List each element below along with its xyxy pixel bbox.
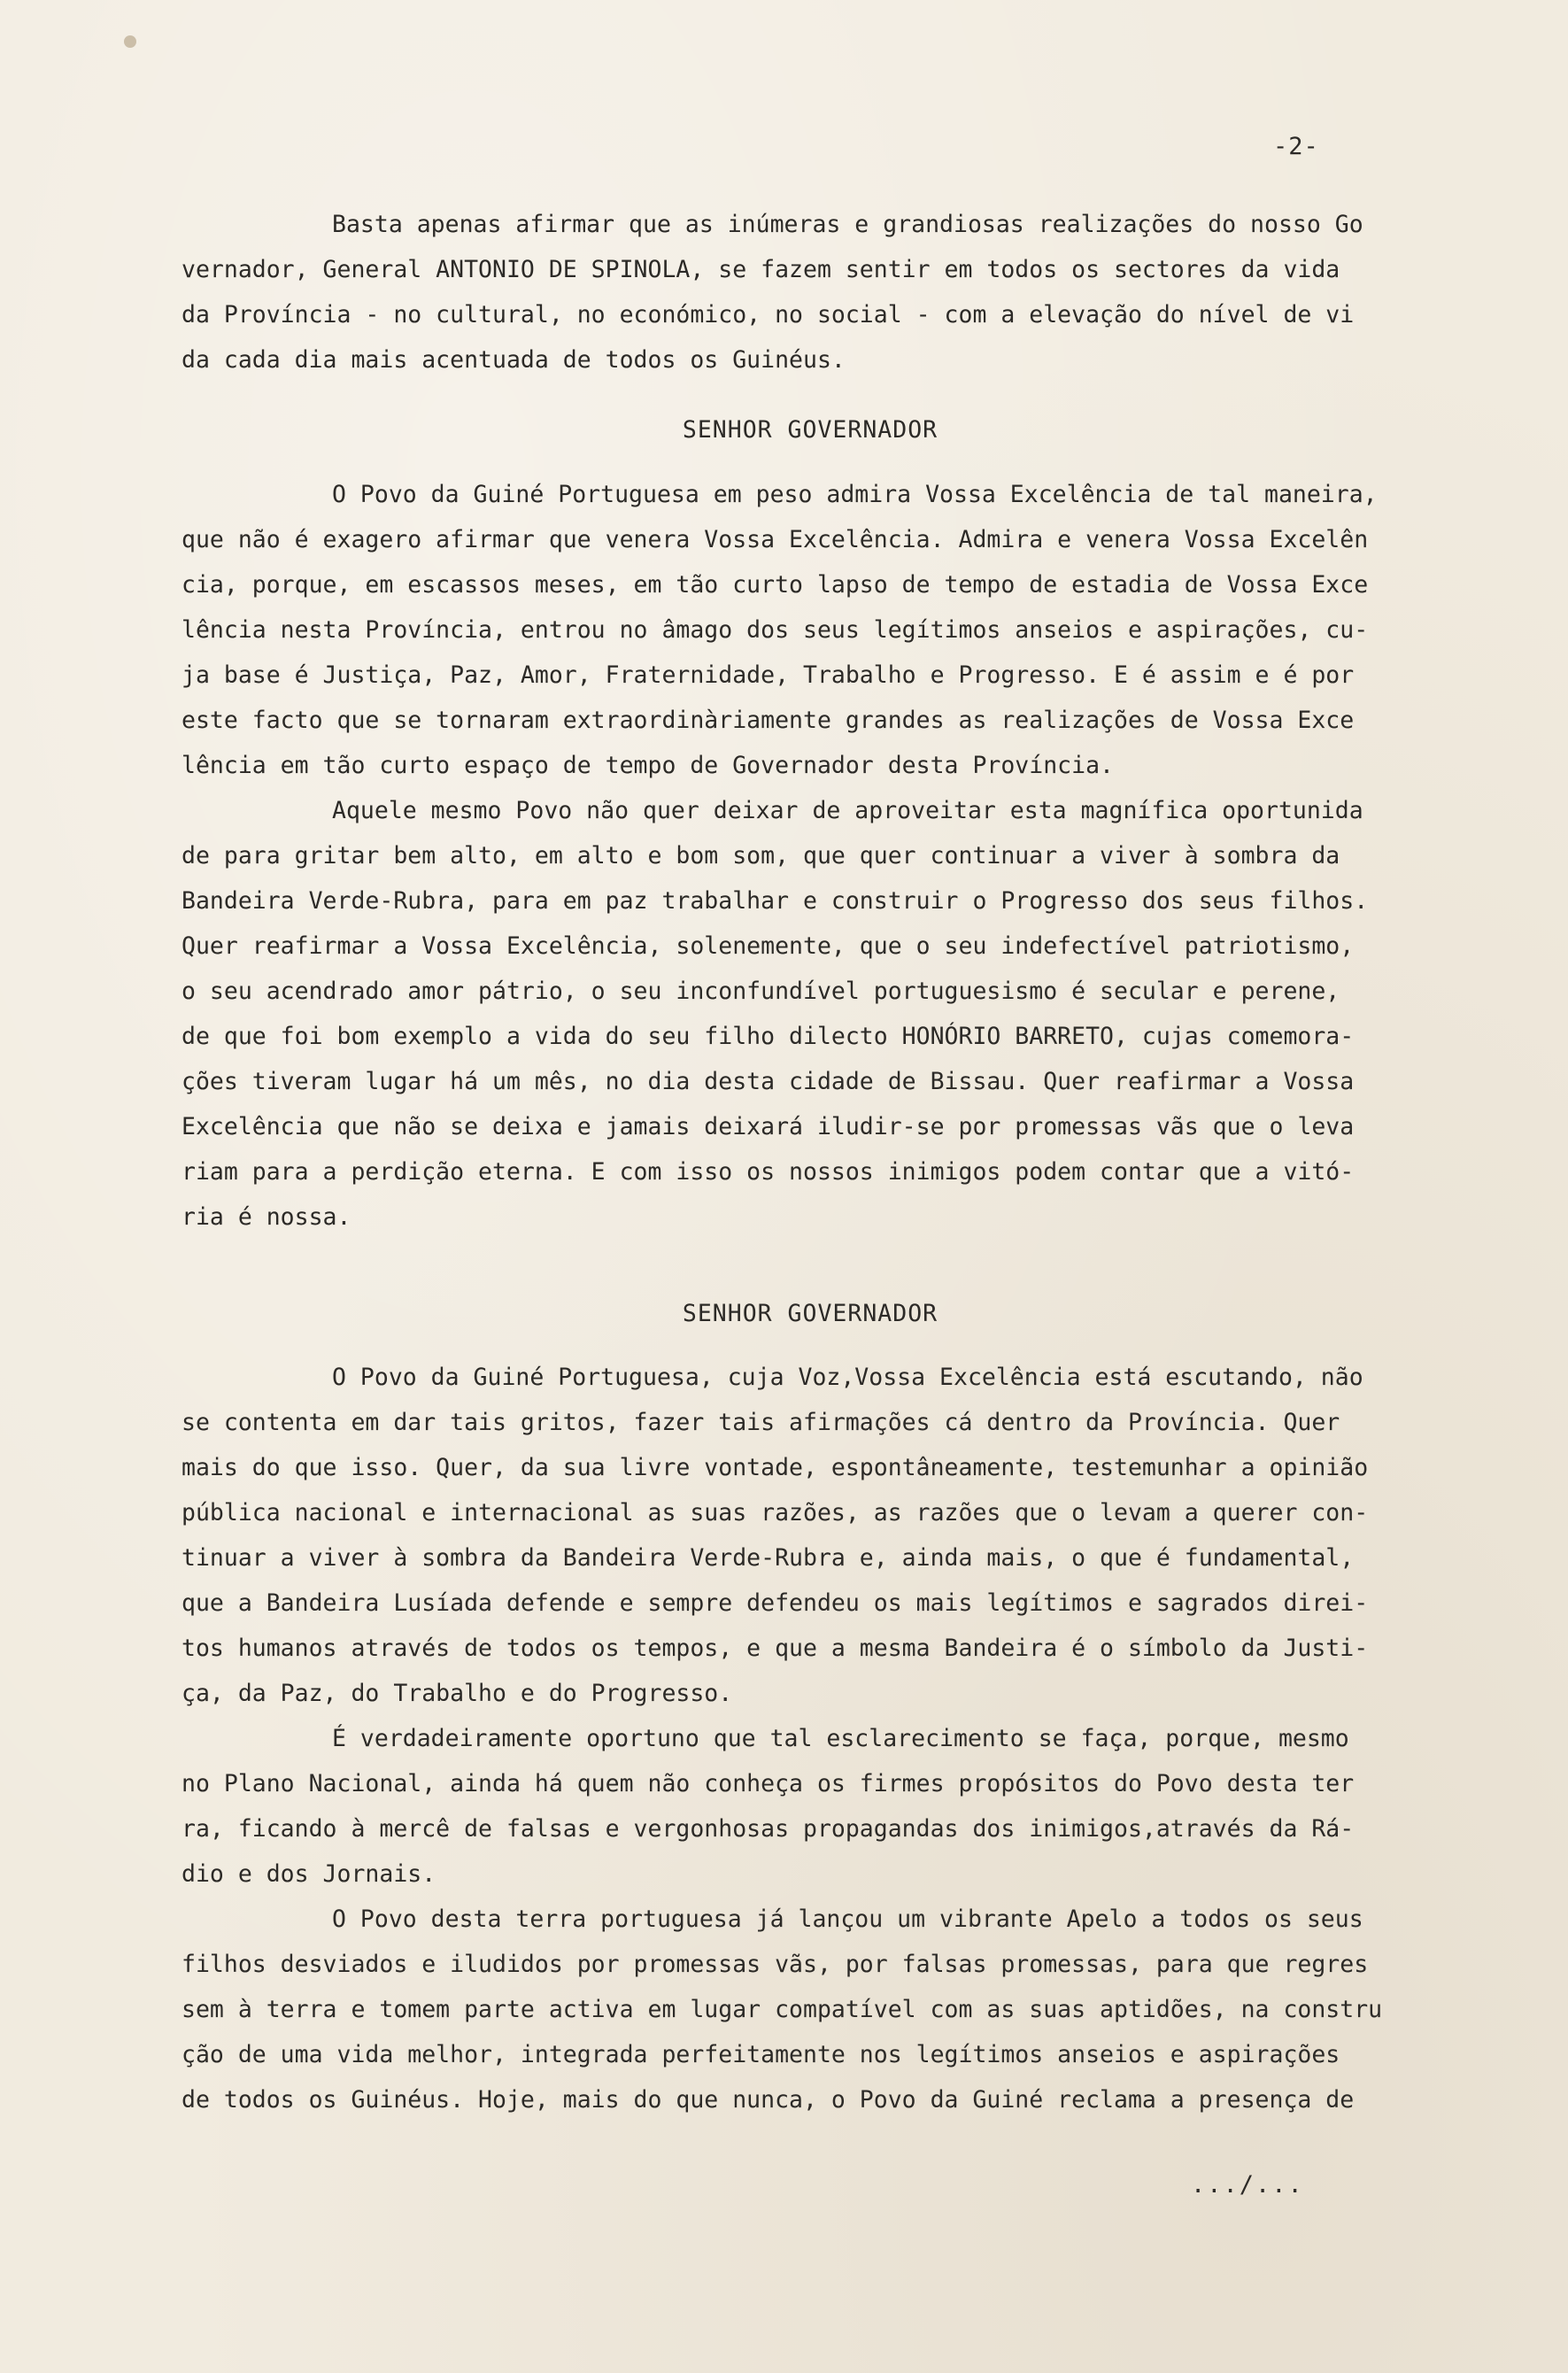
text-line: O Povo da Guiné Portuguesa, cuja Voz,Vossa Excelência está escutando, não — [332, 1364, 1363, 1391]
text-line: Bandeira Verde-Rubra, para em paz trabalhar e construir o Progresso dos seus filhos. — [182, 887, 1369, 915]
text-line: tinuar a viver à sombra da Bandeira Verde-Rubra e, ainda mais, o que é fundamental, — [182, 1544, 1355, 1572]
paragraph-4 — [182, 1355, 1368, 1716]
paragraph-5 — [182, 1716, 1354, 1897]
text-line: lência em tão curto espaço de tempo de Governador desta Província. — [182, 752, 1114, 779]
text-line: ção de uma vida melhor, integrada perfeitamente nos legítimos anseios e aspirações — [182, 2041, 1340, 2068]
paragraph-6 — [182, 1897, 1382, 2122]
text-line: tos humanos através de todos os tempos, e que a mesma Bandeira é o símbolo da Justi- — [182, 1635, 1369, 1662]
text-line: filhos desviados e iludidos por promessas vãs, por falsas promessas, para que regres — [182, 1951, 1369, 1978]
text-line: lência nesta Província, entrou no âmago dos seus legítimos anseios e aspirações, cu- — [182, 616, 1369, 644]
text-line: pública nacional e internacional as suas razões, as razões que o levam a querer con- — [182, 1499, 1369, 1527]
text-line: se contenta em dar tais gritos, fazer tais afirmações cá dentro da Província. Quer — [182, 1409, 1340, 1436]
text-line: riam para a perdição eterna. E com isso os nossos inimigos podem contar que a vitó- — [182, 1158, 1355, 1186]
text-line: da Província - no cultural, no económico, no social - com a elevação do nível de vi — [182, 301, 1355, 329]
text-line: de todos os Guinéus. Hoje, mais do que nunca, o Povo da Guiné reclama a presença de — [182, 2086, 1355, 2114]
section-heading: SENHOR GOVERNADOR — [682, 416, 938, 444]
text-line: cia, porque, em escassos meses, em tão curto lapso de tempo de estadia de Vossa Exce — [182, 571, 1369, 599]
text-line: no Plano Nacional, ainda há quem não conheça os firmes propósitos do Povo desta ter — [182, 1770, 1355, 1797]
text-line: este facto que se tornaram extraordinàriamente grandes as realizações de Vossa Exce — [182, 707, 1355, 734]
paper-stain — [124, 35, 136, 48]
text-line: de para gritar bem alto, em alto e bom som, que quer continuar a viver à sombra da — [182, 842, 1340, 870]
text-line: É verdadeiramente oportuno que tal esclarecimento se faça, porque, mesmo — [332, 1725, 1349, 1752]
page-number: -2- — [1273, 133, 1319, 160]
text-line: ções tiveram lugar há um mês, no dia desta cidade de Bissau. Quer reafirmar a Vossa — [182, 1068, 1355, 1095]
section-heading: SENHOR GOVERNADOR — [682, 1300, 938, 1327]
text-line: Quer reafirmar a Vossa Excelência, solenemente, que o seu indefectível patriotismo, — [182, 932, 1355, 960]
text-line: de que foi bom exemplo a vida do seu filho dilecto HONÓRIO BARRETO, cujas comemora- — [182, 1023, 1355, 1050]
text-line: que não é exagero afirmar que venera Vossa Excelência. Admira e venera Vossa Excelên — [182, 526, 1369, 553]
paragraph-3 — [182, 788, 1368, 1240]
text-line: o seu acendrado amor pátrio, o seu inconfundível portuguesismo é secular e perene, — [182, 978, 1340, 1005]
text-line: Aquele mesmo Povo não quer deixar de aproveitar esta magnífica oportunida — [332, 797, 1363, 824]
text-line: Basta apenas afirmar que as inúmeras e grandiosas realizações do nosso Go — [332, 211, 1363, 238]
text-line: ja base é Justiça, Paz, Amor, Fraternidade, Trabalho e Progresso. E é assim e é por — [182, 661, 1355, 689]
text-line: ria é nossa. — [182, 1203, 351, 1231]
text-line: O Povo desta terra portuguesa já lançou um vibrante Apelo a todos os seus — [332, 1905, 1363, 1933]
text-line: dio e dos Jornais. — [182, 1860, 436, 1888]
paragraph-2 — [182, 472, 1378, 788]
text-line: da cada dia mais acentuada de todos os Guinéus. — [182, 346, 846, 374]
text-line: mais do que isso. Quer, da sua livre vontade, espontâneamente, testemunhar a opinião — [182, 1454, 1369, 1481]
text-line: O Povo da Guiné Portuguesa em peso admira Vossa Excelência de tal maneira, — [332, 481, 1378, 508]
continuation-mark: .../... — [1191, 2171, 1304, 2199]
text-line: Excelência que não se deixa e jamais deixará iludir-se por promessas vãs que o leva — [182, 1113, 1355, 1140]
text-line: sem à terra e tomem parte activa em lugar compatível com as suas aptidões, na constru — [182, 1996, 1383, 2023]
paragraph-1 — [182, 202, 1363, 383]
text-line: vernador, General ANTONIO DE SPINOLA, se fazem sentir em todos os sectores da vida — [182, 256, 1340, 283]
text-line: ça, da Paz, do Trabalho e do Progresso. — [182, 1680, 733, 1707]
text-line: que a Bandeira Lusíada defende e sempre defendeu os mais legítimos e sagrados direi- — [182, 1589, 1369, 1617]
text-line: ra, ficando à mercê de falsas e vergonhosas propagandas dos inimigos,através da Rá- — [182, 1815, 1355, 1843]
